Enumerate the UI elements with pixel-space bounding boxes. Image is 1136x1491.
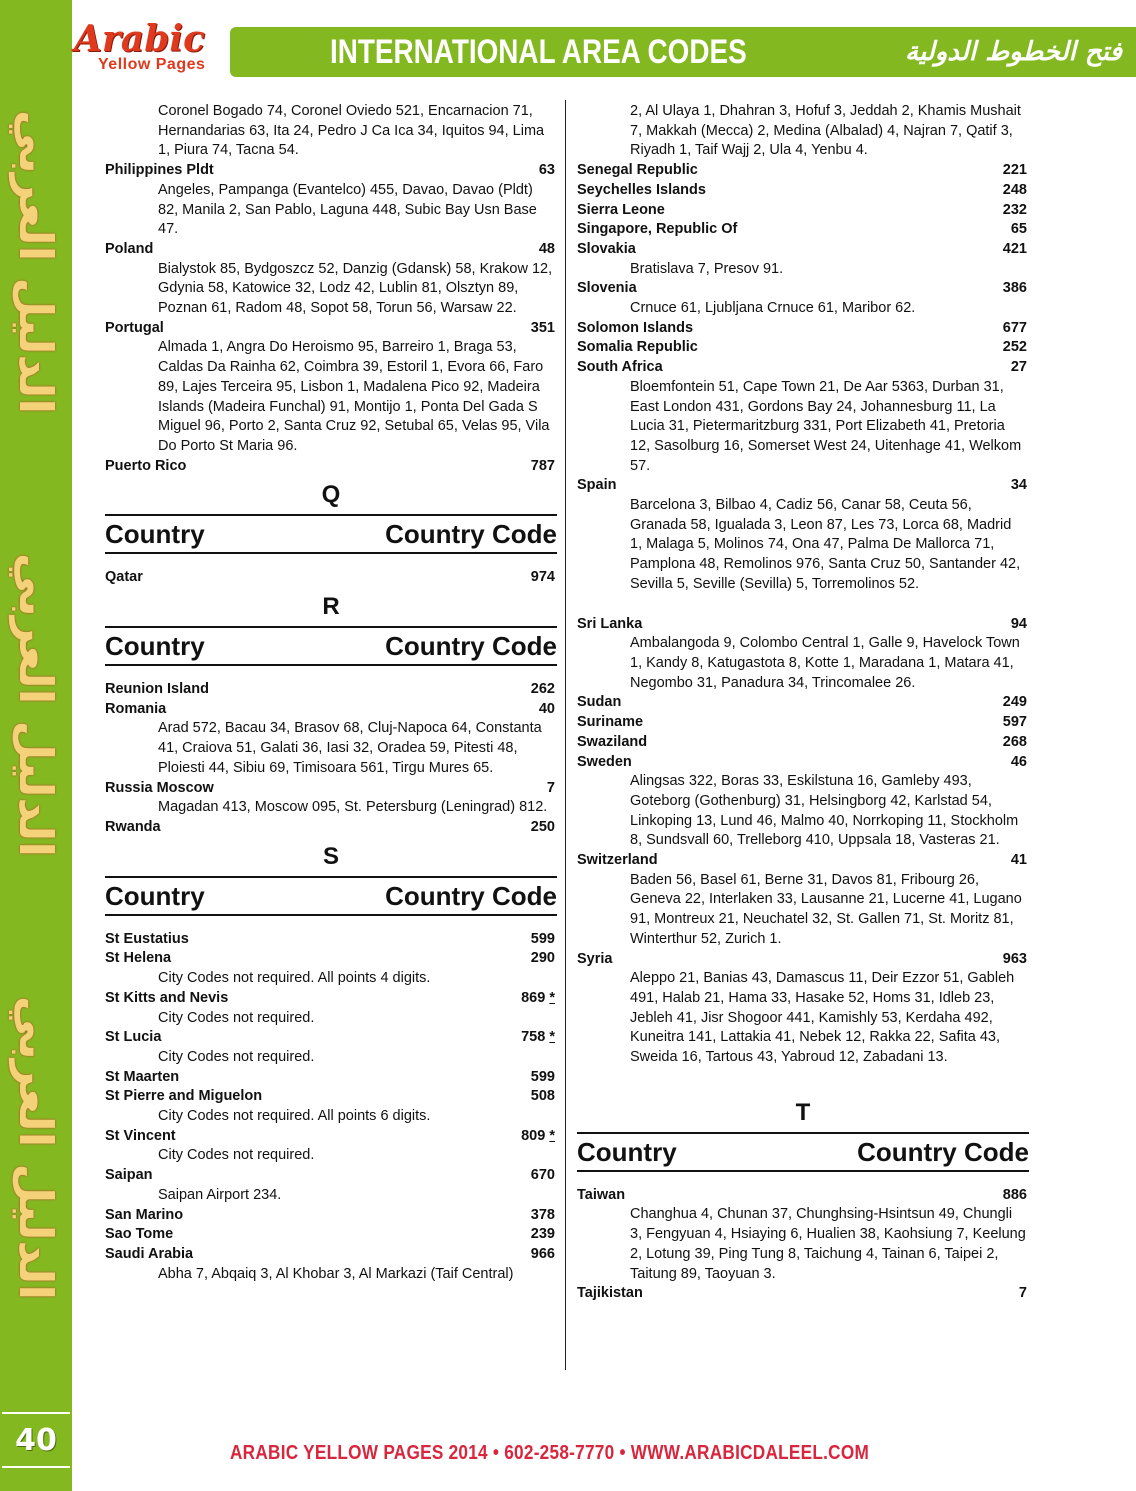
entry-row	[105, 240, 557, 260]
country-code	[521, 1028, 557, 1048]
entry-row	[105, 949, 557, 969]
header-country: Country	[105, 631, 205, 662]
country-name: Somalia Republic	[577, 339, 698, 356]
country-code	[521, 989, 557, 1009]
entry-row	[105, 1068, 557, 1088]
country-name: Spain	[577, 477, 617, 494]
country-code: 248	[1002, 181, 1027, 198]
country-code: 249	[1002, 694, 1027, 711]
country-name: Swaziland	[577, 733, 648, 750]
country-name: St Pierre and Miguelon	[105, 1088, 263, 1105]
entry-row	[105, 1245, 557, 1265]
page-title: INTERNATIONAL AREA CODES	[330, 32, 747, 71]
country-name: Sweden	[577, 753, 632, 770]
entry-row	[577, 1284, 1029, 1304]
entry-row	[105, 1087, 557, 1107]
header-code: Country Code	[385, 631, 557, 662]
country-code: 34	[1010, 477, 1027, 494]
country-code: 963	[1002, 950, 1027, 967]
country-code: 221	[1002, 162, 1027, 179]
country-name: Senegal Republic	[577, 162, 698, 179]
country-code: 40	[538, 700, 555, 717]
entry-detail: Aleppo 21, Banias 43, Damascus 11, Deir Ezzor 51, Gableh 491, Halab 21, Hama 33, Hasake 52, Homs 31, Idleb 23, Jebleh 41, Jisr Shogoor 441, Kamishly 53, Kerdaha 492, Kuneitra 141, Lattakia 41, Nebek 12, Rakka 22, Safita 43, Sweida 16, Tartous 43, Yabroud 12, Zabadani 13.	[630, 970, 1015, 1066]
header-code: Country Code	[385, 519, 557, 550]
header-country: Country	[105, 519, 205, 550]
code-value: 758	[521, 1029, 546, 1046]
entry-row	[577, 713, 1029, 733]
section-header	[105, 876, 557, 916]
entry-row	[577, 279, 1029, 299]
page-title-arabic: فتح الخطوط الدولية	[905, 37, 1122, 67]
country-name: St Vincent	[105, 1127, 176, 1144]
entry-row	[577, 181, 1029, 201]
section-letter: R	[322, 593, 340, 621]
entry-row	[105, 930, 557, 950]
country-name: Sudan	[577, 694, 622, 711]
country-name: Seychelles Islands	[577, 181, 706, 198]
country-code: 252	[1002, 339, 1027, 356]
country-name: Philippines Pldt	[105, 162, 214, 179]
country-code: 250	[530, 818, 555, 835]
country-name: Suriname	[577, 714, 644, 731]
entry-row	[105, 700, 557, 720]
section-letter: S	[322, 842, 339, 870]
country-code	[521, 1127, 557, 1147]
side-banner	[0, 0, 72, 1491]
entry-detail: City Codes not required.	[158, 1048, 315, 1065]
entry-row	[577, 693, 1029, 713]
logo-main-text: Arabic	[74, 18, 205, 60]
country-code: 386	[1002, 280, 1027, 297]
entry-detail: Abha 7, Abqaiq 3, Al Khobar 3, Al Markazi (Taif Central)	[158, 1265, 514, 1282]
country-code: 974	[530, 569, 555, 586]
section-letter: T	[795, 1098, 811, 1126]
section-header	[105, 514, 557, 554]
country-name: Taiwan	[577, 1186, 626, 1203]
entry-row	[105, 779, 557, 799]
section-header	[105, 626, 557, 666]
asterisk-mark: *	[549, 1029, 555, 1046]
code-value: 809	[521, 1127, 546, 1144]
logo-sub-text: Yellow Pages	[98, 56, 206, 73]
country-name: Saipan	[105, 1167, 153, 1184]
entry-row	[577, 753, 1029, 773]
country-name: Slovenia	[577, 280, 637, 297]
entry-detail: City Codes not required.	[158, 1009, 315, 1026]
asterisk-mark: *	[549, 989, 555, 1006]
entry-detail: Bratislava 7, Presov 91.	[630, 260, 784, 277]
asterisk-mark: *	[549, 1127, 555, 1144]
entry-detail: 2, Al Ulaya 1, Dhahran 3, Hofuf 3, Jeddah 2, Khamis Mushait 7, Makkah (Mecca) 2, Medina (Albalad) 4, Najran 7, Qatif 3, Riyadh 1, Taif Wajj 2, Ula 4, Yenbu 4.	[630, 103, 1021, 159]
entry-row	[577, 201, 1029, 221]
header-code: Country Code	[385, 880, 557, 911]
country-code: 787	[530, 457, 555, 474]
side-arabic-text: الدليل العربي	[9, 996, 63, 1301]
country-code: 48	[538, 240, 555, 257]
country-code: 351	[530, 319, 555, 336]
country-name: Syria	[577, 950, 613, 967]
entry-row	[105, 1127, 557, 1147]
entry-detail: Ambalangoda 9, Colombo Central 1, Galle 9, Havelock Town 1, Kandy 8, Katugastota 8, Kotte 1, Maradana 1, Matara 41, Negombo 31, Panadura 34, Trincomalee 26.	[630, 635, 1020, 691]
entry-detail: City Codes not required. All points 4 digits.	[158, 970, 431, 987]
country-code: 94	[1010, 615, 1027, 632]
entry-detail: Bloemfontein 51, Cape Town 21, De Aar 5363, Durban 31, East London 431, Gordons Bay 24, Johannesburg 11, La Lucia 31, Pietermaritzburg 331, Port Elizabeth 41, Pretoria 12, Sasolburg 16, Somerset West 24, Uitenhage 41, Welkom 57.	[630, 378, 1022, 474]
entry-row	[577, 950, 1029, 970]
country-name: South Africa	[577, 359, 663, 376]
entry-detail: Almada 1, Angra Do Heroismo 95, Barreiro 1, Braga 53, Caldas Da Rainha 62, Coimbra 39, Estoril 1, Evora 66, Faro 89, Lajes Terceira 95, Lisbon 1, Madalena Pico 92, Madeira Islands (Madeira Funchal) 91, Montijo 1, Ponta Del Gada S Miguel 96, Porto 2, Santa Cruz 92, Setubal 65, Velas 95, Vila Do Porto St Maria 96.	[158, 339, 550, 454]
entry-detail: Angeles, Pampanga (Evantelco) 455, Davao, Davao (Pldt) 82, Manila 2, San Pablo, Laguna 448, Subic Bay Usn Base 47.	[158, 181, 537, 238]
entry-detail: Magadan 413, Moscow 095, St. Petersburg (Leningrad) 812.	[158, 799, 548, 816]
entry-row	[105, 1206, 557, 1226]
country-code: 378	[530, 1206, 555, 1223]
entry-row	[105, 818, 557, 838]
entry-detail: Crnuce 61, Ljubljana Crnuce 61, Maribor 62.	[630, 300, 916, 317]
country-code: 7	[546, 779, 555, 796]
entry-row	[105, 319, 557, 339]
logo	[74, 18, 224, 82]
country-name: San Marino	[105, 1206, 184, 1223]
entry-detail: City Codes not required. All points 6 digits.	[158, 1108, 431, 1125]
country-code: 677	[1002, 319, 1027, 336]
side-arabic-text: الدليل العربي	[9, 109, 63, 414]
section-header	[577, 1132, 1029, 1172]
country-code: 508	[530, 1088, 555, 1105]
entry-row	[577, 733, 1029, 753]
entry-row	[577, 220, 1029, 240]
entry-detail: Changhua 4, Chunan 37, Chunghsing-Hsintsun 49, Chungli 3, Fengyuan 4, Hsiaying 6, Hualien 38, Kaohsiung 7, Keelung 2, Lotung 39, Ping Tung 8, Taichung 4, Tainan 6, Taipei 2, Taitung 89, Taoyuan 3.	[630, 1206, 1026, 1282]
entry-row	[105, 1028, 557, 1048]
header-country: Country	[105, 880, 205, 911]
footer-text: ARABIC YELLOW PAGES 2014 • 602-258-7770 • WWW.ARABICDALEEL.COM	[230, 1442, 870, 1464]
page-number: 40	[2, 1412, 70, 1468]
right-column	[577, 102, 1029, 1304]
country-name: Reunion Island	[105, 681, 209, 698]
country-code: 41	[1010, 852, 1027, 869]
country-code: 886	[1002, 1186, 1027, 1203]
country-code: 27	[1010, 359, 1027, 376]
country-name: St Maarten	[105, 1068, 180, 1085]
country-code: 65	[1010, 221, 1027, 238]
entry-detail: Alingsas 322, Boras 33, Eskilstuna 16, Gamleby 493, Goteborg (Gothenburg) 31, Helsingborg 42, Karlstad 54, Linkoping 13, Lund 46, Malmo 40, Norrkoping 11, Stockholm 8, Sundsvall 60, Trelleborg 410, Uppsala 18, Vasteras 21.	[630, 773, 1019, 849]
code-value: 869	[521, 989, 546, 1006]
country-code: 599	[530, 930, 555, 947]
entry-row	[105, 1166, 557, 1186]
country-name: St Helena	[105, 950, 172, 967]
country-name: Poland	[105, 240, 154, 257]
entry-detail: Saipan Airport 234.	[158, 1186, 282, 1203]
header-code: Country Code	[857, 1136, 1029, 1167]
country-code: 268	[1002, 733, 1027, 750]
country-name: Sierra Leone	[577, 201, 665, 218]
entry-detail: Baden 56, Basel 61, Berne 31, Davos 81, Fribourg 26, Geneva 22, Interlaken 33, Lausanne 21, Lucerne 41, Lugano 91, Montreux 21, Neuchatel 32, St. Gallen 71, St. Moritz 81, Winterthur 52, Zurich 1.	[630, 871, 1022, 947]
left-column	[105, 102, 557, 1284]
side-arabic-art	[8, 40, 64, 1370]
entry-detail: Barcelona 3, Bilbao 4, Cadiz 56, Canar 58, Ceuta 56, Granada 58, Igualada 3, Leon 87, Les 73, Lorca 68, Madrid 1, Malaga 5, Molinos 74, Ona 47, Palma De Mallorca 71, Pamplona 48, Remolinos 976, Santa Cruz 50, Santander 42, Sevilla 5, Seville (Sevilla) 5, Torremolinos 52.	[630, 497, 1021, 592]
column-divider	[565, 100, 566, 1370]
country-name: Solomon Islands	[577, 319, 694, 336]
country-name: Sri Lanka	[577, 615, 643, 632]
entry-row	[577, 1186, 1029, 1206]
country-name: Russia Moscow	[105, 779, 214, 796]
country-name: Romania	[105, 700, 167, 717]
country-code: 232	[1002, 201, 1027, 218]
country-code: 597	[1002, 714, 1027, 731]
entry-row	[105, 1225, 557, 1245]
entry-detail: Arad 572, Bacau 34, Brasov 68, Cluj-Napoca 64, Constanta 41, Craiova 51, Galati 36, Iasi 32, Oradea 59, Pitesti 48, Ploiesti 44, Sibiu 69, Timisoara 561, Tirgu Mures 65.	[158, 720, 542, 776]
country-code: 421	[1002, 240, 1027, 257]
country-name: Saudi Arabia	[105, 1245, 194, 1262]
country-name: Singapore, Republic Of	[577, 221, 738, 238]
country-code: 7	[1018, 1285, 1027, 1302]
country-code: 670	[530, 1167, 555, 1184]
entry-row	[577, 319, 1029, 339]
country-name: Switzerland	[577, 852, 658, 869]
entry-row	[577, 338, 1029, 358]
side-arabic-text: الدليل العربي	[9, 552, 63, 858]
entry-row	[105, 680, 557, 700]
country-name: St Eustatius	[105, 930, 189, 947]
entry-row	[577, 476, 1029, 496]
entry-row	[105, 457, 557, 477]
header-country: Country	[577, 1136, 677, 1167]
country-name: St Kitts and Nevis	[105, 989, 229, 1006]
country-code: 239	[530, 1226, 555, 1243]
entry-row	[105, 161, 557, 181]
country-name: Portugal	[105, 319, 164, 336]
country-name: St Lucia	[105, 1029, 162, 1046]
entry-row	[577, 358, 1029, 378]
country-name: Qatar	[105, 569, 143, 586]
entry-row	[577, 240, 1029, 260]
entry-detail: Coronel Bogado 74, Coronel Oviedo 521, Encarnacion 71, Hernandarias 63, Ita 24, Pedro J Ca Ica 34, Iquitos 94, Lima 1, Piura 74, Tacna 54.	[158, 103, 545, 159]
country-name: Sao Tome	[105, 1226, 174, 1243]
entry-row	[577, 615, 1029, 635]
section-letter: Q	[321, 481, 341, 509]
title-banner	[230, 27, 1136, 77]
country-code: 63	[538, 162, 555, 179]
country-code: 46	[1010, 753, 1027, 770]
country-name: Slovakia	[577, 240, 636, 257]
entry-row	[105, 989, 557, 1009]
country-code: 966	[530, 1245, 555, 1262]
spacer	[577, 1068, 1029, 1094]
spacer	[577, 595, 1029, 615]
entry-row	[105, 568, 557, 588]
entry-detail: Bialystok 85, Bydgoszcz 52, Danzig (Gdansk) 58, Krakow 12, Gdynia 58, Katowice 32, Lodz 42, Lublin 81, Olsztyn 89, Poznan 61, Radom 48, Sopot 58, Torun 56, Warsaw 22.	[158, 260, 553, 317]
country-code: 290	[530, 950, 555, 967]
country-name: Rwanda	[105, 818, 161, 835]
entry-row	[577, 161, 1029, 181]
entry-row	[577, 851, 1029, 871]
country-code: 262	[530, 681, 555, 698]
country-code: 599	[530, 1068, 555, 1085]
entry-detail: City Codes not required.	[158, 1147, 315, 1164]
country-name: Puerto Rico	[105, 457, 187, 474]
country-name: Tajikistan	[577, 1285, 643, 1302]
